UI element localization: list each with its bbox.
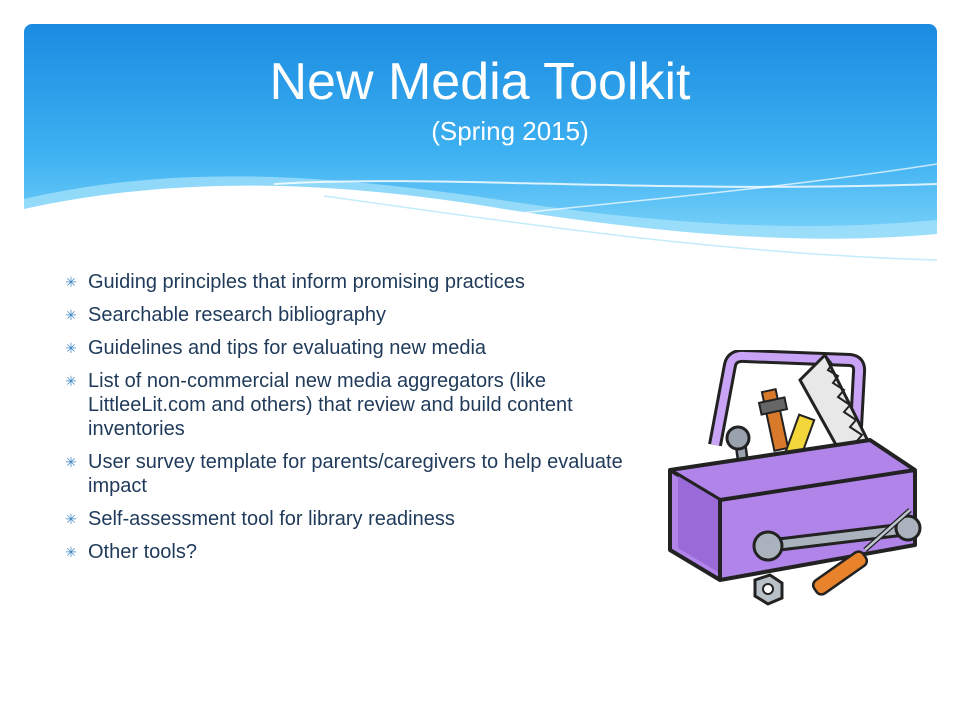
page-title: New Media Toolkit (269, 53, 691, 111)
list-item (62, 303, 682, 327)
page-subtitle: (Spring 2015) (431, 116, 589, 146)
list-item (62, 540, 682, 564)
bullet-list (62, 270, 682, 573)
list-item-text: Guidelines and tips for evaluating new media (88, 337, 487, 359)
list-item-text: Other tools? (88, 541, 197, 563)
list-item-text: User survey template for parents/caregivers to help evaluate impact (88, 451, 623, 497)
list-item-text: Searchable research bibliography (88, 304, 386, 326)
asterisk-icon: ✳ (65, 340, 77, 356)
title-block (0, 52, 960, 148)
asterisk-icon: ✳ (65, 274, 77, 290)
list-item (62, 336, 682, 360)
list-item-text: List of non-commercial new media aggregators (like LittleeLit.com and others) that review and build content inventories (88, 370, 573, 440)
list-item-text: Self-assessment tool for library readiness (88, 508, 455, 530)
toolbox-icon (660, 350, 930, 610)
list-item-text: Guiding principles that inform promising practices (88, 271, 525, 293)
asterisk-icon: ✳ (65, 511, 77, 527)
list-item (62, 507, 682, 531)
asterisk-icon: ✳ (65, 454, 77, 470)
list-item (62, 450, 658, 498)
asterisk-icon: ✳ (65, 307, 77, 323)
asterisk-icon: ✳ (65, 373, 77, 389)
asterisk-icon: ✳ (65, 544, 77, 560)
list-item (62, 369, 658, 441)
list-item (62, 270, 682, 294)
